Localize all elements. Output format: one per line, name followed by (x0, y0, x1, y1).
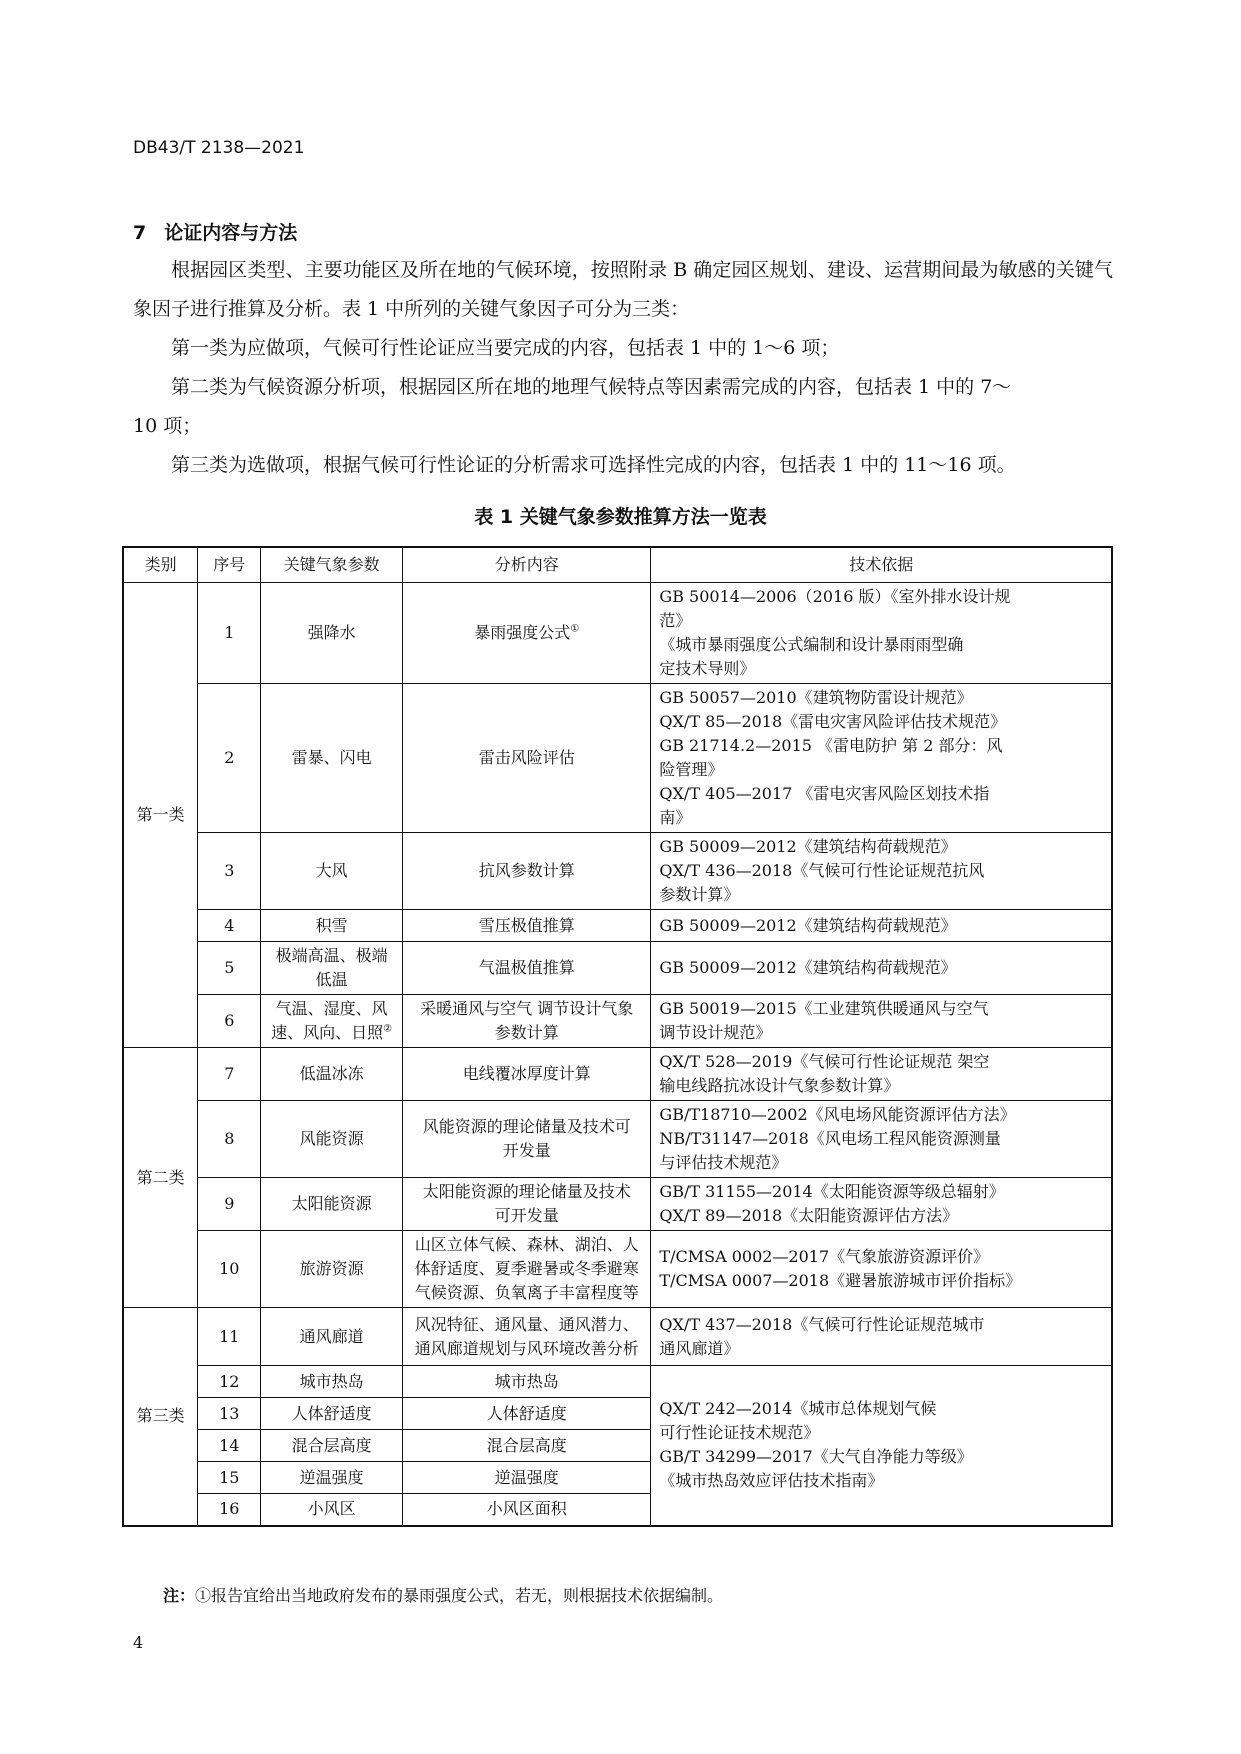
table-row (123, 583, 1112, 684)
header-parameter: 关键气象参数 (261, 547, 403, 583)
header-basis: 技术依据 (651, 547, 1112, 583)
table-row (123, 1231, 1112, 1308)
section-title: 论证内容与方法 (164, 222, 298, 244)
row-number: 15 (198, 1462, 261, 1494)
row-number: 9 (198, 1178, 261, 1231)
row-basis (651, 583, 1112, 684)
row-number: 13 (198, 1398, 261, 1430)
paragraph-intro: 根据园区类型、主要功能区及所在地的气候环境，按照附录 B 确定园区规划、建设、运营期间最为敏感的关键气象因子进行推算及分析。表 1 中所列的关键气象因子可分为三类： (133, 259, 1113, 320)
content-line: 采暖通风与空气 调节设计气象 (420, 999, 634, 1018)
content-line: 太阳能资源的理论储量及技术 (422, 1182, 631, 1201)
row-number: 6 (198, 995, 261, 1048)
basis-line: QX/T 242—2014《城市总体规划气候 (659, 1399, 937, 1419)
basis-line: 与评估技术规范》 (659, 1153, 788, 1172)
table-header-row (123, 547, 1112, 583)
content-line: 开发量 (502, 1141, 551, 1160)
row-parameter: 旅游资源 (261, 1231, 403, 1308)
row-content (402, 1101, 650, 1178)
row-parameter: 小风区 (261, 1494, 403, 1526)
row-parameter: 雷暴、闪电 (261, 684, 403, 833)
row-content (402, 1178, 650, 1231)
row-parameter: 城市热岛 (261, 1366, 403, 1398)
row-number: 10 (198, 1231, 261, 1308)
table-row (123, 1048, 1112, 1101)
table-row (123, 910, 1112, 942)
content-line: 风况特征、通风量、通风潜力、 (414, 1314, 639, 1334)
basis-line: GB 50009—2012《建筑结构荷载规范》 (659, 837, 957, 856)
basis-line: T/CMSA 0002—2017《气象旅游资源评价》 (659, 1247, 990, 1266)
basis-line: QX/T 437—2018《气候可行性论证规范城市 (659, 1314, 985, 1334)
row-content: 小风区面积 (402, 1494, 650, 1526)
basis-line: GB/T 34299—2017《大气自净能力等级》 (659, 1447, 973, 1467)
row-number: 1 (198, 583, 261, 684)
param-line (265, 1021, 398, 1045)
table-row (123, 1178, 1112, 1231)
basis-line: T/CMSA 0007—2018《避暑旅游城市评价指标》 (659, 1271, 1022, 1290)
table-row (123, 995, 1112, 1048)
row-content-text: 暴雨强度公式 (474, 623, 571, 642)
row-basis (651, 684, 1112, 833)
table-row (123, 942, 1112, 995)
category-cell: 第二类 (123, 1048, 198, 1308)
row-parameter (261, 995, 403, 1048)
content-line: 山区立体气候、森林、湖泊、人 (414, 1235, 639, 1254)
footnote-marker: ① (570, 623, 580, 635)
table-caption: 表 1 关键气象参数推算方法一览表 (474, 506, 767, 528)
row-parameter: 大风 (261, 833, 403, 910)
param-line-text: 速、风向、日照 (271, 1023, 384, 1042)
content-line: 参数计算 (494, 1023, 559, 1042)
param-line: 低温 (315, 970, 348, 989)
basis-line: GB 50057—2010《建筑物防雷设计规范》 (659, 688, 973, 707)
content-line: 风能资源的理论储量及技术可 (422, 1117, 631, 1136)
param-line: 极端高温、极端 (275, 946, 388, 965)
row-basis (651, 1101, 1112, 1178)
row-parameter: 人体舒适度 (261, 1398, 403, 1430)
section-heading (133, 218, 297, 245)
row-parameter (261, 942, 403, 995)
content-line: 通风廊道规划与风环境改善分析 (414, 1338, 639, 1358)
row-content: 雪压极值推算 (402, 910, 650, 942)
row-parameter: 逆温强度 (261, 1462, 403, 1494)
row-number: 11 (198, 1308, 261, 1366)
basis-line: GB/T18710—2002《风电场风能资源评估方法》 (659, 1105, 1016, 1124)
row-number: 14 (198, 1430, 261, 1462)
basis-line: QX/T 85—2018《雷电灾害风险评估技术规范》 (659, 712, 1007, 731)
basis-line: GB 50009—2012《建筑结构荷载规范》 (659, 915, 957, 935)
row-number: 12 (198, 1366, 261, 1398)
row-basis (651, 995, 1112, 1048)
row-basis (651, 1178, 1112, 1231)
row-parameter: 低温冰冻 (261, 1048, 403, 1101)
table-row (123, 1366, 1112, 1398)
basis-line: 调节设计规范》 (659, 1023, 772, 1042)
table-row (123, 684, 1112, 833)
table-row (123, 1101, 1112, 1178)
section-number: 7 (133, 222, 147, 244)
table-row (123, 1308, 1112, 1366)
row-basis (651, 833, 1112, 910)
basis-line: 输电线路抗冰设计气象参数计算》 (659, 1076, 900, 1095)
row-basis-shared (651, 1366, 1112, 1526)
row-content: 雷击风险评估 (402, 684, 650, 833)
row-basis (651, 1308, 1112, 1366)
basis-line: 《城市暴雨强度公式编制和设计暴雨雨型确 (659, 635, 964, 654)
basis-line: GB/T 31155—2014《太阳能资源等级总辐射》 (659, 1182, 1005, 1201)
row-number: 5 (198, 942, 261, 995)
basis-line: QX/T 405—2017 《雷电灾害风险区划技术指 (659, 784, 990, 803)
row-number: 3 (198, 833, 261, 910)
row-parameter: 通风廊道 (261, 1308, 403, 1366)
category-cell: 第一类 (123, 583, 198, 1048)
row-number: 7 (198, 1048, 261, 1101)
basis-line: 《城市热岛效应评估技术指南》 (659, 1471, 884, 1491)
note-label: 注： (163, 1586, 196, 1605)
row-content: 城市热岛 (402, 1366, 650, 1398)
row-content: 人体舒适度 (402, 1398, 650, 1430)
body-text (133, 251, 1113, 485)
row-parameter: 积雪 (261, 910, 403, 942)
basis-line: QX/T 436—2018《气候可行性论证规范抗风 (659, 861, 985, 880)
row-parameter: 太阳能资源 (261, 1178, 403, 1231)
basis-line: 定技术导则》 (659, 659, 756, 678)
row-basis (651, 1048, 1112, 1101)
standard-code: DB43/T 2138—2021 (133, 138, 305, 158)
row-content: 气温极值推算 (402, 942, 650, 995)
basis-line: GB 50009—2012《建筑结构荷载规范》 (659, 958, 957, 977)
row-parameter: 强降水 (261, 583, 403, 684)
paragraph-category-1: 第一类为应做项，气候可行性论证应当要完成的内容，包括表 1 中的 1～6 项； (171, 337, 840, 359)
basis-line: GB 50014—2006（2016 版）《室外排水设计规 (659, 587, 1011, 606)
row-content: 逆温强度 (402, 1462, 650, 1494)
note-text: ①报告宜给出当地政府发布的暴雨强度公式，若无，则根据技术依据编制。 (195, 1586, 724, 1605)
basis-line: GB 21714.2—2015 《雷电防护 第 2 部分：风 (659, 736, 1003, 755)
row-number: 2 (198, 684, 261, 833)
row-parameter: 风能资源 (261, 1101, 403, 1178)
row-basis (651, 942, 1112, 995)
row-content: 混合层高度 (402, 1430, 650, 1462)
paragraph-category-2: 第二类为气候资源分析项，根据园区所在地的地理气候特点等因素需完成的内容，包括表 1 中的 7～ (171, 376, 1012, 398)
content-line: 可开发量 (494, 1206, 559, 1225)
basis-line: 通风廊道》 (659, 1338, 740, 1358)
category-cell: 第三类 (123, 1308, 198, 1526)
basis-line: 参数计算》 (659, 885, 740, 904)
basis-line: NB/T31147—2018《风电场工程风能资源测量 (659, 1129, 1001, 1148)
paragraph-category-3: 第三类为选做项，根据气候可行性论证的分析需求可选择性完成的内容，包括表 1 中的 11～16 项。 (171, 454, 1016, 476)
basis-line: 险管理》 (659, 760, 724, 779)
row-content (402, 1308, 650, 1366)
content-line: 气候资源、负氧离子丰富程度等 (414, 1283, 639, 1302)
basis-line: 南》 (659, 808, 692, 827)
basis-line: QX/T 528—2019《气候可行性论证规范 架空 (659, 1052, 990, 1071)
header-number: 序号 (198, 547, 261, 583)
header-category: 类别 (123, 547, 198, 583)
basis-line: 范》 (659, 611, 692, 630)
row-content: 电线覆冰厚度计算 (402, 1048, 650, 1101)
paragraph-category-2-cont: 10 项； (133, 415, 202, 437)
row-basis (651, 1231, 1112, 1308)
content-line: 体舒适度、夏季避暑或冬季避寒 (414, 1259, 639, 1278)
table-row (123, 833, 1112, 910)
row-content (402, 1231, 650, 1308)
page-number: 4 (133, 1633, 144, 1652)
basis-line: 可行性论证技术规范》 (659, 1423, 820, 1443)
row-number: 8 (198, 1101, 261, 1178)
basis-line: GB 50019—2015《工业建筑供暖通风与空气 (659, 999, 989, 1018)
row-content (402, 995, 650, 1048)
table-note (163, 1583, 723, 1606)
row-content: 抗风参数计算 (402, 833, 650, 910)
footnote-marker: ② (383, 1023, 393, 1035)
header-content: 分析内容 (402, 547, 650, 583)
row-parameter: 混合层高度 (261, 1430, 403, 1462)
row-basis (651, 910, 1112, 942)
parameter-table (122, 546, 1113, 1527)
row-number: 16 (198, 1494, 261, 1526)
row-content (402, 583, 650, 684)
param-line: 气温、湿度、风 (275, 999, 388, 1018)
row-number: 4 (198, 910, 261, 942)
basis-line: QX/T 89—2018《太阳能资源评估方法》 (659, 1206, 959, 1225)
